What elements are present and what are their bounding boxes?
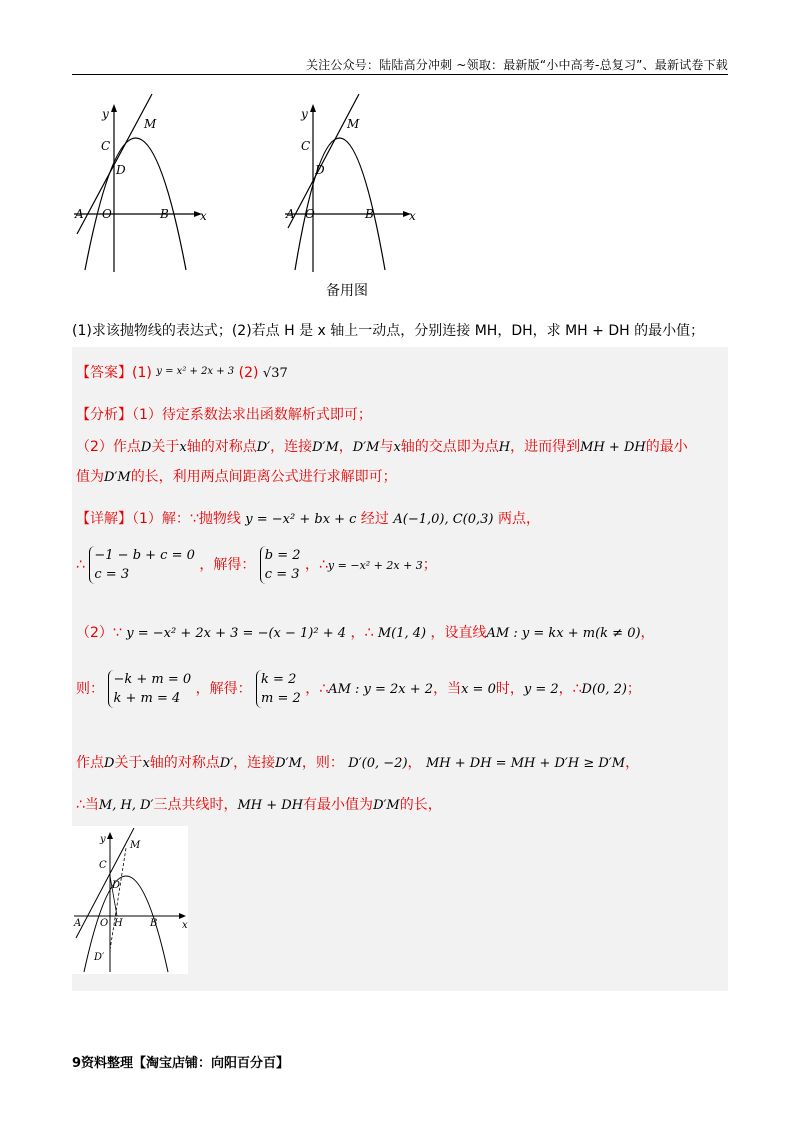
equation-system-1: −1 − b + c = 0 c = 3 — [89, 546, 195, 584]
parabola-curve — [85, 138, 186, 270]
label-b: B — [365, 207, 374, 221]
label-x: x — [409, 209, 416, 223]
label-x: x — [200, 209, 207, 223]
y-axis-arrow — [111, 104, 117, 112]
answer-expr-2: √37 — [262, 366, 288, 381]
analysis-line-3: 值为D′M的长，利用两点间距离公式进行求解即可； — [76, 469, 397, 485]
label-c: C — [101, 139, 111, 153]
page-footer — [72, 1052, 289, 1071]
label-m: M — [347, 117, 360, 131]
parabola-curve — [295, 138, 385, 270]
svg-text:H: H — [114, 918, 123, 929]
svg-text:O: O — [100, 918, 109, 929]
label-a: A — [286, 207, 295, 221]
line-am — [288, 94, 359, 228]
solution-line-4: 则： −k + m = 0 k + m = 4 ，解得： k = 2 m = 2 ，∴AM : y = 2x + 2，当x = 0时，y = 2，∴D(0, 2)； — [76, 672, 641, 706]
label-m: M — [144, 117, 157, 131]
solution-line-3: （2）∵ y = −x² + 2x + 3 = −(x − 1)² + 4 ，∴ M(1, 4) ，设直线AM : y = kx + m(k ≠ 0)， — [76, 625, 655, 641]
solution-label: 【详解】 — [76, 511, 132, 527]
svg-text:x: x — [182, 920, 188, 931]
footer-text: 资料整理【淘宝店铺：向阳百分百】 — [81, 1056, 290, 1071]
svg-text:A: A — [74, 918, 82, 929]
solution-line-6: ∴当M, H, D′三点共线时，MH + DH有最小值为D′M的长， — [76, 797, 442, 813]
svg-text:D′: D′ — [94, 952, 105, 963]
parabola-figure-backup — [283, 88, 423, 278]
label-o: O — [305, 207, 315, 221]
equation-system-2-solution: k = 2 m = 2 — [256, 670, 301, 708]
label-b: B — [160, 207, 169, 221]
line-dprime-m — [110, 848, 126, 950]
label-c: C — [301, 139, 311, 153]
answer-line: 【答案】(1) $^{y = x^2 + 2x + 3}$ (2) √37 — [76, 365, 288, 381]
label-y: y — [102, 107, 109, 121]
svg-text:C: C — [99, 860, 107, 871]
svg-text:y: y — [100, 834, 106, 845]
header-divider — [72, 74, 728, 75]
y-axis-arrow — [107, 832, 113, 839]
analysis-label: 【分析】 — [76, 407, 132, 423]
solution-line-1: 【详解】（1）解：∵抛物线 y = −x² + bx + c 经过 A(−1,0), C(0,3) 两点， — [76, 511, 540, 527]
svg-text:M: M — [130, 840, 141, 851]
label-d: D — [315, 163, 325, 177]
equation-system-2: −k + m = 0 k + m = 4 — [108, 670, 191, 708]
svg-text:D: D — [112, 880, 121, 891]
question-text: (1)求该抛物线的表达式；(2)若点 H 是 x 轴上一动点，分别连接 MH，DH，求 MH + DH 的最小值； — [72, 323, 705, 339]
solution-figure — [72, 826, 188, 974]
backup-figure-caption: 备用图 — [326, 283, 368, 299]
x-axis-arrow — [179, 913, 186, 919]
label-d: D — [116, 163, 126, 177]
svg-text:B: B — [150, 918, 158, 929]
analysis-line-1: 【分析】（1）待定系数法求出函数解析式即可； — [76, 407, 372, 423]
label-o: O — [102, 207, 112, 221]
label-a: A — [75, 207, 84, 221]
y-axis-arrow — [310, 104, 316, 112]
solution-line-5: 作点D关于x轴的对称点D′，连接D′M，则： D′(0, −2)， MH + DH = MH + D′H ≥ D′M， — [76, 755, 640, 771]
page-number: 9 — [72, 1056, 82, 1071]
analysis-line-2: （2）作点D关于x轴的对称点D′，连接D′M，D′M与x轴的交点即为点H，进而得到MH + DH的最小 — [76, 439, 688, 455]
answer-expr-1: y = x² + 2x + 3 — [156, 366, 235, 377]
label-y: y — [301, 107, 308, 121]
equation-system-1-solution: b = 2 c = 3 — [260, 546, 301, 584]
parabola-figure-1 — [72, 88, 212, 278]
answer-label: 【答案】 — [76, 365, 132, 381]
page-header: 关注公众号：陆陆高分冲刺 ~领取：最新版“小中高考-总复习”、最新试卷下载 — [305, 58, 728, 72]
solution-line-2: ∴ −1 − b + c = 0 c = 3 ，解得： b = 2 c = 3 ，∴y = −x² + 2x + 3； — [76, 548, 437, 582]
